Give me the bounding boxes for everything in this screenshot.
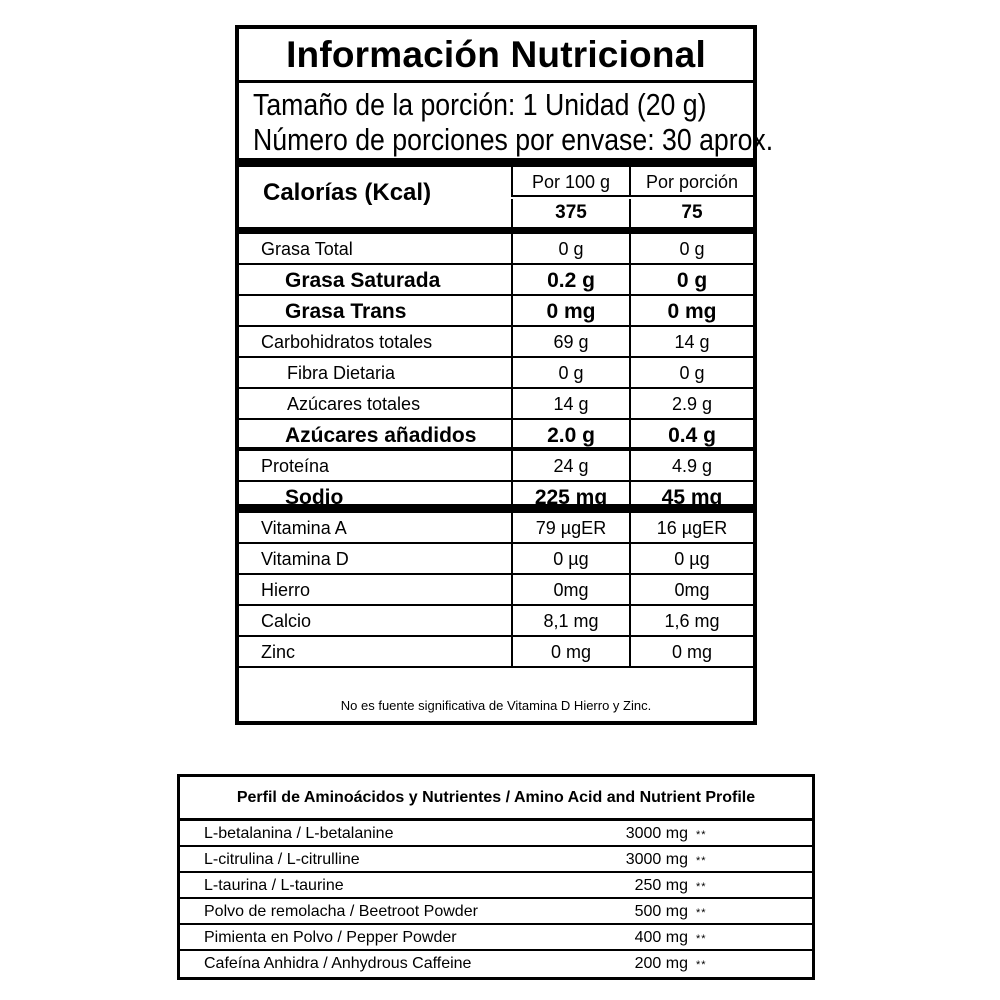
nutrient-label: Calcio: [261, 611, 312, 631]
value-per100: 0 mg: [511, 296, 629, 325]
calories-perserving: 75: [629, 199, 753, 227]
nutrition-title: Información Nutricional: [239, 29, 753, 83]
nutrient-label: Hierro: [261, 580, 311, 600]
footnote-mark: **: [696, 933, 707, 945]
value-per100: 225 mg: [511, 482, 629, 504]
value-per100: 0 µg: [511, 544, 629, 573]
amino-label: L-citrulina / L-citrulline: [204, 851, 360, 868]
amino-value: 250 mg: [634, 877, 688, 894]
column-header-per100: Por 100 g: [511, 167, 629, 197]
calories-per100: 375: [511, 199, 629, 227]
amino-value: 500 mg: [634, 903, 688, 920]
nutrient-label: Grasa Total: [261, 239, 353, 259]
calories-section: [239, 167, 753, 234]
nutrient-label: Zinc: [261, 642, 296, 662]
amino-label: L-taurina / L-taurine: [204, 877, 344, 894]
amino-value: 3000 mg: [625, 825, 688, 842]
value-per100: 8,1 mg: [511, 606, 629, 635]
nutrient-label: Azúcares añadidos: [285, 424, 477, 447]
value-perserving: 14 g: [629, 327, 753, 356]
row-grasa-trans: [239, 296, 753, 327]
row-azucares-anadidos: [239, 420, 753, 451]
footnote-mark: **: [696, 829, 707, 841]
nutrition-footnote: No es fuente significativa de Vitamina D Hierro y Zinc.: [340, 698, 652, 713]
row-sodio: [239, 482, 753, 513]
nutrient-label: Grasa Trans: [285, 300, 407, 323]
value-perserving: 0 g: [629, 234, 753, 263]
amino-profile-title: Perfil de Aminoácidos y Nutrientes / Amino Acid and Nutrient Profile: [180, 777, 812, 821]
nutrient-label: Azúcares totales: [287, 394, 421, 414]
amino-value: 3000 mg: [625, 851, 688, 868]
footnote-mark: **: [696, 959, 707, 971]
value-perserving: 2.9 g: [629, 389, 753, 418]
nutrient-label: Carbohidratos totales: [261, 332, 433, 352]
amino-row: [180, 821, 812, 847]
amino-label: L-betalanina / L-betalanine: [204, 825, 394, 842]
row-zinc: [239, 637, 753, 668]
amino-profile-panel: [177, 774, 815, 980]
value-perserving: 0mg: [629, 575, 753, 604]
column-header-perserving: Por porción: [629, 167, 753, 197]
calories-label: Calorías (Kcal): [263, 179, 432, 206]
servings-per-container: Número de porciones por envase: 30 aprox.: [253, 122, 774, 157]
value-per100: 14 g: [511, 389, 629, 418]
row-hierro: [239, 575, 753, 606]
nutrient-label: Fibra Dietaria: [287, 363, 396, 383]
footnote-mark: **: [696, 855, 707, 867]
value-perserving: 4.9 g: [629, 451, 753, 480]
amino-row: [180, 951, 812, 977]
value-perserving: 0 µg: [629, 544, 753, 573]
value-perserving: 16 µgER: [629, 513, 753, 542]
amino-label: Polvo de remolacha / Beetroot Powder: [204, 903, 478, 920]
value-per100: 0mg: [511, 575, 629, 604]
value-per100: 0 g: [511, 234, 629, 263]
value-per100: 0 mg: [511, 637, 629, 666]
amino-value: 200 mg: [634, 955, 688, 972]
nutrient-label: Vitamina D: [261, 549, 349, 569]
nutrient-label: Grasa Saturada: [285, 269, 441, 292]
row-proteina: [239, 451, 753, 482]
amino-label: Pimienta en Polvo / Pepper Powder: [204, 929, 457, 946]
value-perserving: 0 mg: [629, 637, 753, 666]
value-per100: 0.2 g: [511, 265, 629, 294]
value-per100: 69 g: [511, 327, 629, 356]
value-per100: 0 g: [511, 358, 629, 387]
row-vitamina-a: [239, 513, 753, 544]
value-per100: 24 g: [511, 451, 629, 480]
row-carbohidratos: [239, 327, 753, 358]
value-perserving: 0 mg: [629, 296, 753, 325]
row-calcio: [239, 606, 753, 637]
footnote-mark: **: [696, 907, 707, 919]
nutrient-label: Vitamina A: [261, 518, 347, 538]
row-vitamina-d: [239, 544, 753, 575]
row-grasa-total: [239, 234, 753, 265]
amino-row: [180, 925, 812, 951]
value-per100: 79 µgER: [511, 513, 629, 542]
amino-row: [180, 847, 812, 873]
value-perserving: 1,6 mg: [629, 606, 753, 635]
value-perserving: 0.4 g: [629, 420, 753, 447]
footnote-mark: **: [696, 881, 707, 893]
nutrient-label: Sodio: [285, 486, 344, 509]
value-per100: 2.0 g: [511, 420, 629, 447]
value-perserving: 0 g: [629, 265, 753, 294]
row-azucares-totales: [239, 389, 753, 420]
serving-info: [239, 83, 774, 167]
serving-size: Tamaño de la porción: 1 Unidad (20 g): [253, 87, 707, 122]
row-grasa-saturada: [239, 265, 753, 296]
nutrition-facts-panel: [235, 25, 774, 725]
amino-value: 400 mg: [634, 929, 688, 946]
amino-row: [180, 873, 812, 899]
value-perserving: 45 mg: [629, 482, 753, 504]
amino-row: [180, 899, 812, 925]
value-perserving: 0 g: [629, 358, 753, 387]
amino-label: Cafeína Anhidra / Anhydrous Caffeine: [204, 955, 472, 972]
nutrient-label: Proteína: [261, 456, 330, 476]
row-fibra: [239, 358, 753, 389]
